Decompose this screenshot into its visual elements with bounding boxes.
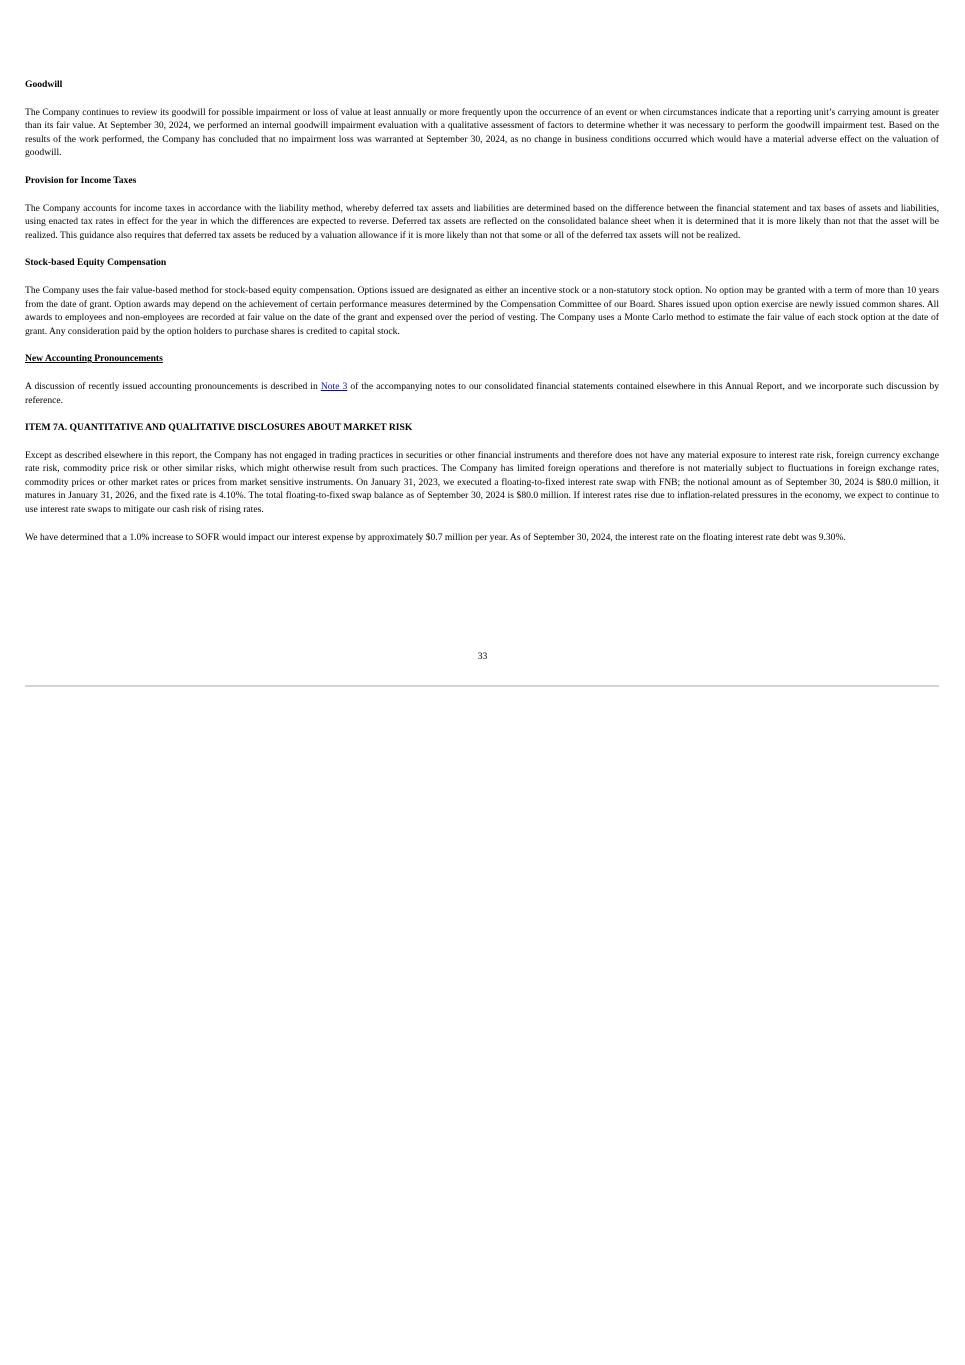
stock-compensation-heading: Stock-based Equity Compensation — [25, 257, 167, 269]
item-7a-heading: ITEM 7A. QUANTITATIVE AND QUALITATIVE DISCLOSURES ABOUT MARKET RISK — [25, 422, 413, 434]
new-pronouncements-heading: New Accounting Pronouncements — [25, 353, 163, 365]
sofr-paragraph: We have determined that a 1.0% increase to SOFR would impact our interest expense by approximately $0.7 million per year. As of September 30, 2024, the interest rate on the floating interest rate debt was 9.30%. — [25, 531, 846, 543]
income-taxes-heading: Provision for Income Taxes — [25, 174, 137, 186]
document-page — [25, 78, 939, 558]
page-number: 33 — [477, 651, 488, 662]
page-divider — [25, 685, 939, 687]
goodwill-paragraph: The Company continues to review its goodwill for possible impairment or loss of value at least annually or more frequently upon the occurrence of an event or when circumstances indicate that a reporting unit’s carrying amount is greater than its fair value. At September 30, 2024, we performed an internal goodwill impairment evaluation with a qualitative assessment of factors to determine whether it was necessary to perform the goodwill impairment test. Based on the results of the work performed, the Company has concluded that no impairment loss was warranted at September 30, 2024, as no change in business conditions occurred which would have a material adverse effect on the valuation of goodwill. — [25, 106, 939, 159]
note-3-link[interactable]: Note 3 — [320, 380, 348, 392]
new-pronouncements-paragraph — [25, 380, 939, 407]
new-pronouncements-text-before: A discussion of recently issued accounting pronouncements is described in — [25, 380, 321, 392]
stock-compensation-paragraph: The Company uses the fair value-based method for stock-based equity compensation. Options issued are designated as either an incentive stock or a non-statutory stock option. No option may be granted with a term of more than 10 years from the date of grant. Option awards may depend on the achievement of certain performance measures determined by the Compensation Committee of our Board. Shares issued upon option exercise are newly issued common shares. All awards to employees and non-employees are recorded at fair value on the date of the grant and expensed over the period of vesting. The Company uses a Monte Carlo method to estimate the fair value of each stock option at the date of grant. Any consideration paid by the option holders to purchase shares is credited to capital stock. — [25, 284, 939, 337]
market-risk-paragraph: Except as described elsewhere in this report, the Company has not engaged in trading practices in securities or other financial instruments and therefore does not have any material exposure to interest rate risk, foreign currency exchange rate risk, commodity price risk or other similar risks, which might otherwise result from such practices. The Company has limited foreign operations and therefore is not materially subject to fluctuations in foreign exchange rates, commodity prices or other market rates or prices from market sensitive instruments. On January 31, 2023, we executed a floating-to-fixed interest rate swap with FNB; the notional amount as of September 30, 2024 is $80.0 million, it matures in January 31, 2026, and the fixed rate is 4.10%. The total floating-to-fixed swap balance as of September 30, 2024 is $80.0 million. If interest rates rise due to inflation-related pressures in the economy, we expect to continue to use interest rate swaps to mitigate our cash risk of rising rates. — [25, 449, 939, 516]
income-taxes-paragraph: The Company accounts for income taxes in accordance with the liability method, whereby deferred tax assets and liabilities are determined based on the difference between the financial statement and tax bases of assets and liabilities, using enacted tax rates in effect for the year in which the differences are expected to reverse. Deferred tax assets are reflected on the consolidated balance sheet when it is determined that it is more likely than not that the asset will be realized. This guidance also requires that deferred tax assets be reduced by a valuation allowance if it is more likely than not that some or all of the deferred tax assets will not be realized. — [25, 202, 939, 241]
goodwill-heading: Goodwill — [25, 79, 63, 90]
new-pronouncements-text-after: of the accompanying notes to our consolidated financial statements contained elsewhere in this Annual Report, and we incorporate such discussion by reference. — [25, 380, 939, 406]
